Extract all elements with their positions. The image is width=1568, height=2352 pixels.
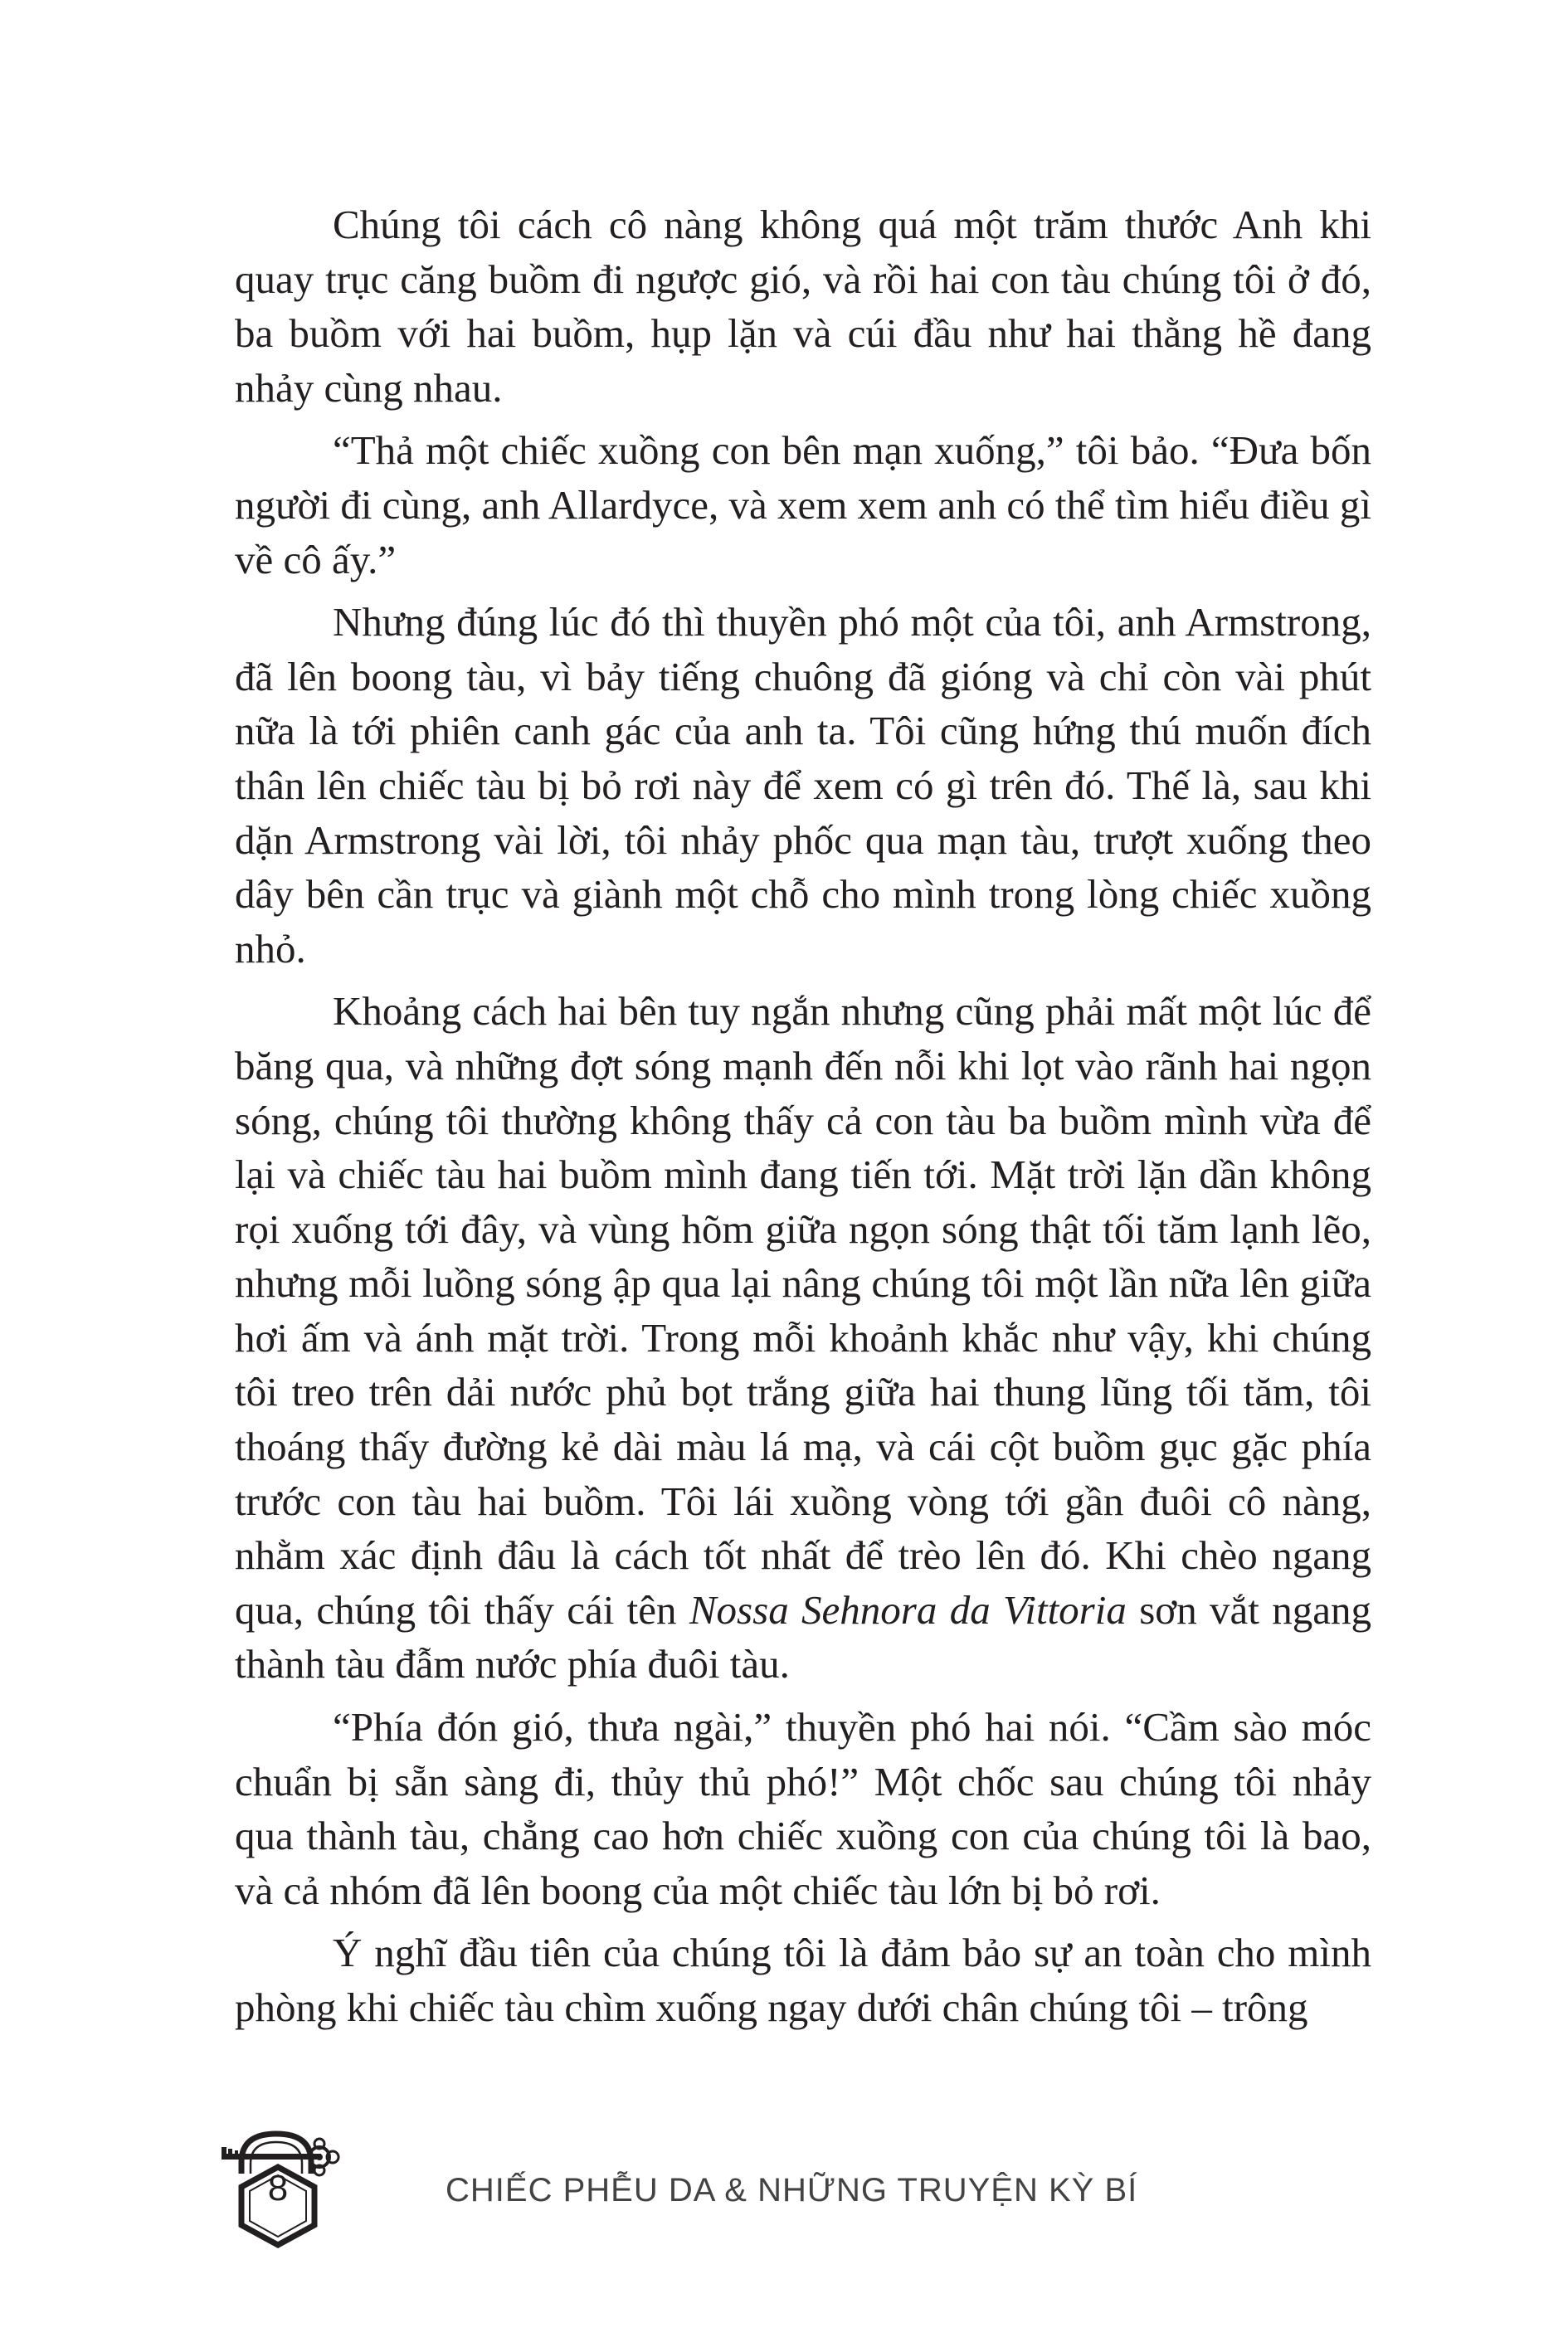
paragraph-4	[235, 984, 1371, 1692]
paragraph-text: Ý nghĩ đầu tiên của chúng tôi là đảm bảo sự an toàn cho mình phòng khi chiếc tàu chìm xuống ngay dưới chân chúng tôi – trông	[235, 1930, 1371, 2030]
paragraph-text: “Phía đón gió, thưa ngài,” thuyền phó hai nói. “Cầm sào móc chuẩn bị sẵn sàng đi, thủy thủ phó!” Một chốc sau chúng tôi nhảy qua thành tàu, chẳng cao hơn chiếc xuồng con của chúng tôi là bao, và cả nhóm đã lên boong của một chiếc tàu lớn bị bỏ rơi.	[235, 1704, 1371, 1913]
page-number: 8	[267, 2168, 289, 2208]
paragraph-text-after: sơn vắt ngang thành tàu đẫm nước phía đuôi tàu.	[235, 1586, 1371, 1687]
paragraph-text: “Thả một chiếc xuồng con bên mạn xuống,” tôi bảo. “Đưa bốn người đi cùng, anh Allardyce, và xem xem anh có thể tìm hiểu điều gì về cô ấy.”	[235, 427, 1371, 582]
paragraph-6	[235, 1926, 1371, 2034]
paragraph-3	[235, 595, 1371, 976]
paragraph-text: Chúng tôi cách cô nàng không quá một trăm thước Anh khi quay trục căng buồm đi ngược gió, và rồi hai con tàu chúng tôi ở đó, ba buồm với hai buồm, hụp lặn và cúi đầu như hai thằng hề đang nhảy cùng nhau.	[235, 202, 1371, 411]
paragraph-1	[235, 197, 1371, 415]
ship-name: Nossa Sehnora da Vittoria	[689, 1586, 1127, 1633]
paragraph-text: Nhưng đúng lúc đó thì thuyền phó một của tôi, anh Armstrong, đã lên boong tàu, vì bảy tiếng chuông đã gióng và chỉ còn vài phút nữa là tới phiên canh gác của anh ta. Tôi cũng hứng thú muốn đích thân lên chiếc tàu bị bỏ rơi này để xem có gì trên đó. Thế là, sau khi dặn Armstrong vài lời, tôi nhảy phốc qua mạn tàu, trượt xuống theo dây bên cần trục và giành một chỗ cho mình trong lòng chiếc xuồng nhỏ.	[235, 599, 1371, 971]
paragraph-5	[235, 1700, 1371, 1917]
book-title: CHIẾC PHỄU DA & NHỮNG TRUYỆN KỲ BÍ	[446, 2172, 1138, 2208]
paragraph-2	[235, 423, 1371, 587]
body-text	[235, 197, 1371, 2043]
paragraph-text-before: Khoảng cách hai bên tuy ngắn nhưng cũng phải mất một lúc để băng qua, và những đợt sóng mạnh đến nỗi khi lọt vào rãnh hai ngọn sóng, chúng tôi thường không thấy cả con tàu ba buồm mình vừa để lại và chiếc tàu hai buồm mình đang tiến tới. Mặt trời lặn dần không rọi xuống tới đây, và vùng hõm giữa ngọn sóng thật tối tăm lạnh lẽo, nhưng mỗi luồng sóng ập qua lại nâng chúng tôi một lần nữa lên giữa hơi ấm và ánh mặt trời. Trong mỗi khoảnh khắc như vậy, khi chúng tôi treo trên dải nước phủ bọt trắng giữa hai thung lũng tối tăm, tôi thoáng thấy đường kẻ dài màu lá mạ, và cái cột buồm gục gặc phía trước con tàu hai buồm. Tôi lái xuồng vòng tới gần đuôi cô nàng, nhằm xác định đâu là cách tốt nhất để trèo lên đó. Khi chèo ngang qua, chúng tôi thấy cái tên	[235, 988, 1371, 1633]
